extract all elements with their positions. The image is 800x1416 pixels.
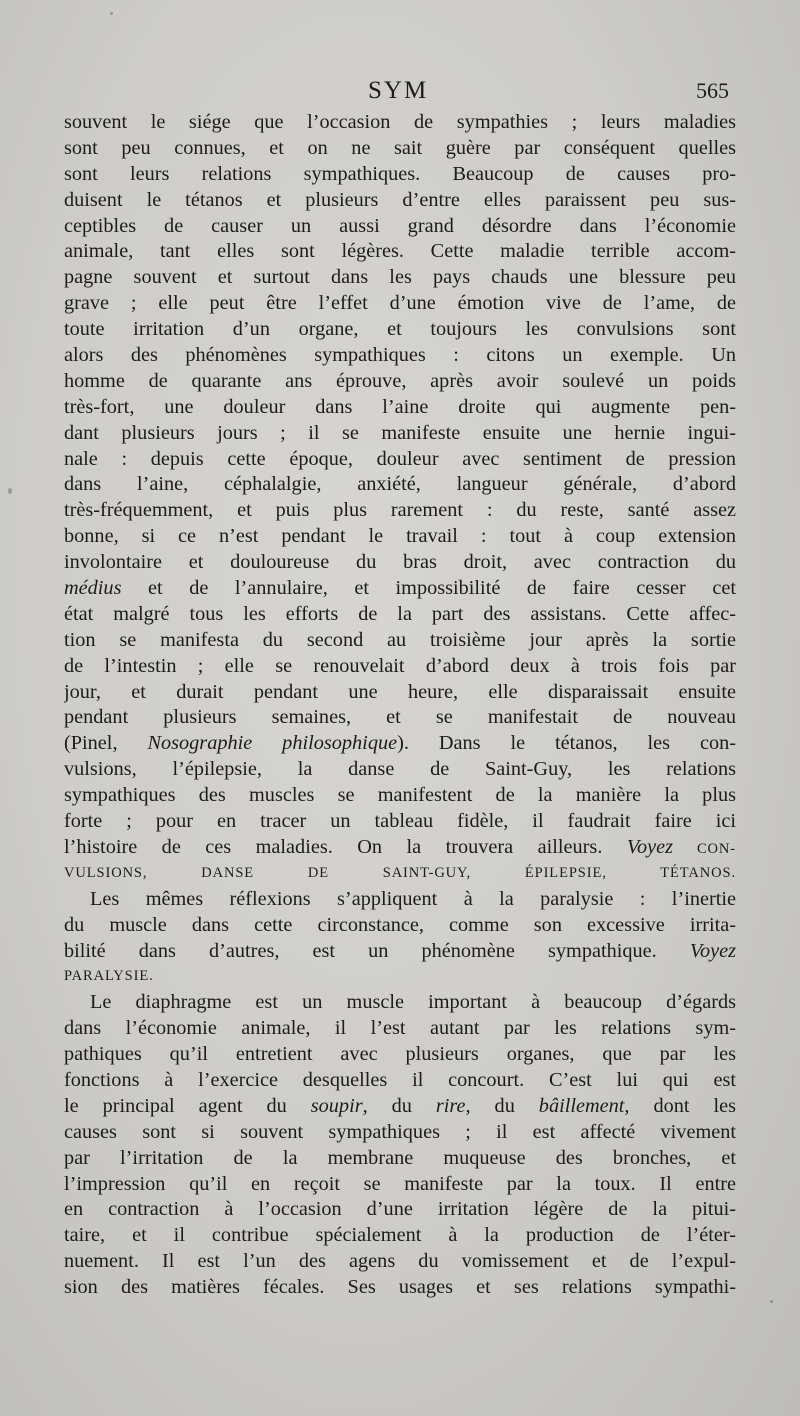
italic-term: bâillement [538, 1094, 625, 1117]
text-line: très-fort, une douleur dans l’aine droite qui augmente pen- [64, 395, 736, 418]
cross-reference-line: VULSIONS, DANSE DE SAINT-GUY, ÉPILEPSIE, TÉTANOS. [64, 864, 736, 881]
paper-speck [770, 1300, 773, 1303]
text-line: forte ; pour en tracer un tableau fidèle, il faudrait faire ici [64, 810, 736, 833]
text-line: homme de quarante ans éprouve, après avoir soulevé un poids [64, 369, 736, 392]
text-line: état malgré tous les efforts de la part des assistans. Cette affec- [64, 602, 736, 625]
text-line: animale, tant elles sont légères. Cette maladie terrible accom- [64, 240, 736, 263]
text-line: vulsions, l’épilepsie, la danse de Saint-Guy, les relations [64, 758, 736, 781]
text-line: sont leurs relations sympathiques. Beaucoup de causes pro- [64, 162, 736, 185]
italic-term: médius [64, 577, 122, 600]
text-line: taire, et il contribue spécialement à la production de l’éter- [64, 1224, 736, 1247]
text-line: dans l’économie animale, il l’est autant par les relations sym- [64, 1017, 736, 1040]
text-line: très-fréquemment, et puis plus rarement : du reste, santé assez [64, 499, 736, 522]
text-line: (Pinel, Nosographie philosophique). Dans le tétanos, les con- [64, 732, 736, 755]
text-line: toute irritation d’un organe, et toujours les convulsions sont [64, 318, 736, 341]
body-text [64, 110, 736, 1301]
italic-voyez: Voyez [689, 939, 736, 962]
text-line: l’impression qu’il en reçoit se manifeste par la toux. Il entre [64, 1172, 736, 1195]
paragraph-start-line: Les mêmes réflexions s’appliquent à la paralysie : l’inertie [90, 887, 736, 910]
text-line: grave ; elle peut être l’effet d’une émotion vive de l’ame, de [64, 292, 736, 315]
text-line: dant plusieurs jours ; il se manifeste ensuite une hernie ingui- [64, 421, 736, 444]
text-line: du muscle dans cette circonstance, comme son excessive irrita- [64, 913, 736, 936]
text-line: de l’intestin ; elle se renouvelait d’abord deux à trois fois par [64, 654, 736, 677]
text-line: sympathiques des muscles se manifestent de la manière la plus [64, 784, 736, 807]
text-line: pendant plusieurs semaines, et se manifestait de nouveau [64, 706, 736, 729]
text-line: souvent le siége que l’occasion de sympathies ; leurs maladies [64, 111, 736, 133]
text-line: bilité dans d’autres, est un phénomène sympathique. Voyez [64, 939, 736, 962]
text-line: bonne, si ce n’est pendant le travail : tout à coup extension [64, 525, 736, 548]
text-line: l’histoire de ces maladies. On la trouvera ailleurs. Voyez CON- [64, 835, 736, 858]
italic-term: rire [435, 1094, 466, 1117]
text-line: en contraction à l’occasion d’une irritation légère de la pitui- [64, 1198, 736, 1221]
text-line: le principal agent du soupir, du rire, du bâillement, dont les [64, 1094, 736, 1117]
text-line: causes sont si souvent sympathiques ; il est affecté vivement [64, 1120, 736, 1143]
text-line: sion des matières fécales. Ses usages et ses relations sympathi- [64, 1276, 736, 1299]
text-line: tion se manifesta du second au troisième jour après la sortie [64, 628, 736, 651]
page-number: 565 [696, 78, 729, 103]
text-line: duisent le tétanos et plusieurs d’entre elles paraissent peu sus- [64, 188, 736, 211]
italic-voyez: Voyez [626, 835, 674, 858]
text-line: nale : depuis cette époque, douleur avec sentiment de pression [64, 447, 736, 470]
paper-speck [110, 12, 113, 15]
paragraph-start-line: Le diaphragme est un muscle important à beaucoup d’égards [90, 991, 736, 1014]
running-head [0, 76, 800, 108]
italic-term: soupir [310, 1094, 363, 1117]
text-line: par l’irritation de la membrane muqueuse des bronches, et [64, 1146, 736, 1169]
text-line: sont peu connues, et on ne sait guère par conséquent quelles [64, 136, 736, 159]
italic-title: Nosographie philosophique [147, 732, 398, 755]
text-line: médius et de l’annulaire, et impossibilité de faire cesser cet [64, 577, 736, 600]
text-line: pathiques qu’il entretient avec plusieurs organes, que par les [64, 1043, 736, 1066]
paper-speck [8, 488, 12, 494]
running-title: SYM [368, 77, 429, 104]
cross-reference-line: PARALYSIE. [64, 968, 154, 985]
text-line: involontaire et douloureuse du bras droit, avec contraction du [64, 551, 736, 574]
text-line: dans l’aine, céphalalgie, anxiété, langueur générale, d’abord [64, 473, 736, 496]
text-line: pagne souvent et surtout dans les pays chauds une blessure peu [64, 266, 736, 289]
text-line: nuement. Il est l’un des agens du vomissement et de l’expul- [64, 1250, 736, 1273]
text-line: fonctions à l’exercice desquelles il concourt. C’est lui qui est [64, 1068, 736, 1091]
text-line: jour, et durait pendant une heure, elle disparaissait ensuite [64, 680, 736, 703]
text-line: alors des phénomènes sympathiques : citons un exemple. Un [64, 344, 736, 367]
text-line: ceptibles de causer un aussi grand désordre dans l’économie [64, 214, 736, 237]
